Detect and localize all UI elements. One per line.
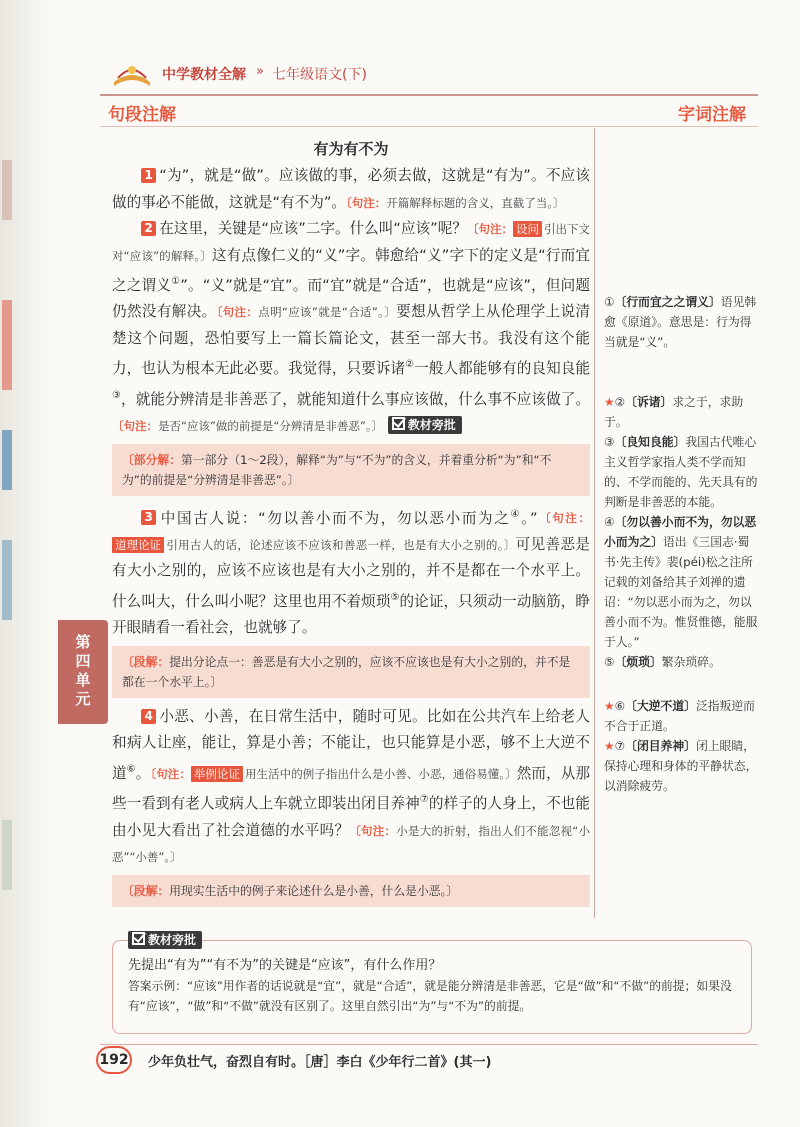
glossary-definition: 繁杂琐碎。 bbox=[661, 655, 721, 669]
essay-title: 有为有不为 bbox=[313, 140, 389, 158]
glossary-definition: 闭上眼睛，保持心理和身体的平静状态，以消除疲劳。 bbox=[604, 739, 758, 793]
page-edge bbox=[0, 0, 58, 1127]
paragraph-text: 的样子的人身上，不也能由小见大看出了社会道德的水平吗？ bbox=[112, 795, 590, 839]
paragraph-number: 1 bbox=[141, 168, 156, 183]
paragraph-3 bbox=[112, 502, 590, 642]
answer-text: “应该”用作者的话说就是“宜”，就是“合适”，就是能分辨清是非善恶，它是“做”和“不做”的前提；如果没有“应该”，“做”和“不做”就没有区别了。这里自然引出“为”与“不为”的前提。 bbox=[128, 979, 732, 1013]
note-text: 是否“应该”做的前提是“分辨清是非善恶”。〕 bbox=[158, 419, 384, 434]
glossary-item bbox=[604, 696, 760, 736]
note-label: 〔句注： bbox=[346, 195, 387, 210]
glossary-column bbox=[604, 292, 760, 796]
glossary-item bbox=[604, 432, 760, 512]
glossary-definition: 求之于，求助于。 bbox=[604, 395, 744, 429]
paragraph-number: 4 bbox=[141, 709, 156, 724]
book-title: 中学教材全解 bbox=[162, 67, 246, 83]
page-number: 192 bbox=[96, 1046, 132, 1074]
page-header bbox=[100, 58, 760, 98]
note-label: 〔句注： bbox=[466, 222, 513, 236]
glossary-number: ⑥ bbox=[614, 699, 626, 713]
glossary-number: ④ bbox=[604, 515, 615, 529]
note-text: 点明“应该”就是“合适”。〕 bbox=[258, 305, 397, 320]
section-divider bbox=[100, 126, 758, 127]
glossary-definition: 语出《三国志·蜀书·先主传》裴(péi)松之注所记载的刘备给其子刘禅的遗诏：“勿以恶小而为之，勿以善小而不为。惟贤惟德，能服于人。” bbox=[604, 535, 758, 649]
answer-label: 答案示例： bbox=[128, 979, 187, 993]
paragraph-text: 一般人都能够有的良知良能 bbox=[414, 360, 590, 378]
note-label: 〔句注： bbox=[112, 419, 158, 434]
unit-tab bbox=[58, 620, 108, 724]
note-text: 开篇解释标题的含义，直截了当。〕 bbox=[386, 195, 565, 210]
footer-divider bbox=[100, 1044, 758, 1045]
glossary-number: ⑦ bbox=[614, 739, 626, 753]
glossary-number: ⑤ bbox=[604, 655, 615, 669]
note-text: 引出下文对“应该”的解释。〕 bbox=[112, 222, 591, 263]
paragraph-1 bbox=[112, 163, 590, 216]
paragraph-text: 。” bbox=[521, 509, 538, 527]
textbook-sidenote-badge bbox=[388, 416, 462, 434]
box-label: 〔段解： bbox=[122, 883, 170, 898]
section-title-left: 句段注解 bbox=[108, 105, 176, 125]
paragraph-number: 2 bbox=[141, 221, 156, 236]
paragraph-text: “为”，就是“做”。应该做的事，必须去做，这就是“有为”。不应该做的事必不能做，这就是“有不为”。 bbox=[112, 167, 590, 211]
paragraph-text: 然而，从那些一看到有老人或病人上车就立即装出闭目养神 bbox=[112, 764, 590, 813]
paragraph-text: 在这里，关键是“应该”二字。什么叫“应该”呢？ bbox=[159, 220, 467, 237]
glossary-number: ① bbox=[604, 295, 615, 309]
glossary-definition: 语见韩愈《原道》。意思是：行为得当就是“义”。 bbox=[604, 295, 757, 349]
paragraph-analysis-box bbox=[112, 875, 590, 907]
note-text: 引用古人的话，论述应该不应该和善恶一样，也是有大小之别的。〕 bbox=[166, 537, 516, 552]
glossary-definition: 泛指叛逆而不合于正道。 bbox=[604, 699, 755, 733]
column-divider bbox=[594, 128, 595, 918]
grade-label: 七年级语文(下) bbox=[272, 67, 367, 83]
rhetoric-tag: 设问 bbox=[513, 221, 542, 237]
sidenote-question: 先提出“有为”“有不为”的关键是“应该”，有什么作用？ bbox=[128, 958, 442, 973]
glossary-item bbox=[604, 392, 760, 432]
paragraph-2 bbox=[112, 216, 590, 440]
note-label: 〔句注： bbox=[150, 766, 191, 781]
star-icon: ★ bbox=[604, 739, 615, 753]
section-title-right: 字词注解 bbox=[678, 105, 746, 125]
glossary-term: 〔行而宜之之谓义〕 bbox=[614, 295, 721, 309]
main-text bbox=[112, 138, 590, 913]
paragraph-text: ，就能分辨清是非善恶了，就能知道什么事应该做，什么事不应该做了。 bbox=[121, 390, 590, 408]
star-icon: ★ bbox=[604, 395, 615, 409]
book-logo-icon bbox=[110, 58, 154, 92]
paragraph-text: 中国古人说：“勿以善小而不为，勿以恶小而为之 bbox=[159, 509, 511, 527]
glossary-term: 〔诉诸〕 bbox=[625, 395, 673, 409]
glossary-number: ③ bbox=[604, 435, 615, 449]
paragraph-text: 可见善恶是有大小之别的，应该不应该也是有大小之别的，并不是都在一个水平上。什么叫大，什么叫小呢？这里也用不着烦琐 bbox=[112, 535, 590, 610]
box-text: 第一部分（1～2段），解释“为”与“不为”的含义，并着重分析“为”和“不为”的前提是“分辨清是非善恶”。〕 bbox=[122, 452, 552, 487]
paragraph-text: 小恶、小善，在日常生活中，随时可见。比如在公共汽车上给老人和病人让座，能让，算是小善；不能让，也只能算是小恶，够不上大逆不道 bbox=[112, 707, 590, 782]
glossary-term: 〔良知良能〕 bbox=[614, 435, 686, 449]
footnote-ref: ⑦ bbox=[419, 794, 429, 806]
sidenote-content bbox=[128, 956, 738, 1016]
paragraph-text: 。 bbox=[135, 764, 151, 782]
section-analysis-box bbox=[112, 444, 590, 496]
box-label: 〔段解： bbox=[122, 654, 170, 669]
checkbox-icon bbox=[392, 417, 405, 430]
paragraph-number: 3 bbox=[141, 510, 156, 525]
sidenote-panel-badge bbox=[128, 930, 202, 949]
unit-tab-label: 第四单元 bbox=[75, 633, 91, 708]
note-text: 小是大的折射，指出人们不能忽视“小恶”“小善”。〕 bbox=[112, 823, 590, 865]
spacer bbox=[604, 672, 760, 696]
sentence-note bbox=[346, 196, 565, 210]
star-icon: ★ bbox=[604, 699, 615, 713]
glossary-term: 〔烦琐〕 bbox=[614, 655, 662, 669]
glossary-term: 〔闭目养神〕 bbox=[625, 739, 696, 753]
footnote-ref: ⑤ bbox=[390, 591, 400, 603]
header-separator: » bbox=[256, 64, 264, 79]
glossary-item bbox=[604, 292, 760, 352]
footer-motto: 少年负壮气，奋烈自有时。［唐］李白《少年行二首》(其一) bbox=[148, 1055, 492, 1070]
sidenote-answer bbox=[128, 976, 738, 1016]
paragraph-4 bbox=[112, 704, 590, 871]
box-label: 〔部分解： bbox=[122, 452, 181, 467]
glossary-term: 〔勿以善小而不为，勿以恶小而为之〕 bbox=[604, 515, 757, 549]
badge-label: 教材旁批 bbox=[407, 418, 456, 433]
glossary-term: 〔大逆不道〕 bbox=[625, 699, 696, 713]
box-text: 提出分论点一：善恶是有大小之别的，应该不应该也是有大小之别的，并不是都在一个水平上。〕 bbox=[122, 654, 571, 689]
glossary-item bbox=[604, 652, 760, 672]
sentence-note bbox=[150, 767, 516, 781]
footnote-ref: ③ bbox=[112, 389, 122, 401]
glossary-item bbox=[604, 512, 760, 652]
paragraph-text: 这有点像仁义的“义”字。韩愈给“义”字下的定义是“行而宜之之谓义 bbox=[112, 246, 590, 294]
glossary-number: ② bbox=[614, 395, 626, 409]
textbook-sidenote-badge bbox=[128, 931, 202, 949]
sentence-note bbox=[112, 419, 383, 433]
badge-label: 教材旁批 bbox=[148, 933, 197, 947]
paragraph-text: 要想从哲学上从伦理学上说清楚这个问题，恐怕要写上一篇长篇论文，甚至一部大书。我没有这个能力，也认为根本无此必要。我觉得，只要诉诸 bbox=[112, 303, 590, 378]
paragraph-text: 的论证，只须动一动脑筋，睁开眼睛看一看社会，也就够了。 bbox=[112, 592, 590, 637]
box-text: 用现实生活中的例子来论述什么是小善，什么是小恶。〕 bbox=[169, 883, 459, 898]
footnote-ref: ① bbox=[171, 276, 181, 287]
checkbox-icon bbox=[132, 932, 145, 945]
paragraph-text: ”。“义”就是“宜”。而“宜”就是“合适”，也就是“应该”，但问题仍然没有解决。 bbox=[112, 276, 590, 321]
footnote-ref: ④ bbox=[510, 508, 522, 520]
note-text: 用生活中的例子指出什么是小善、小恶，通俗易懂。〕 bbox=[244, 766, 517, 781]
note-label: 〔句注： bbox=[537, 511, 591, 526]
argument-tag: 举例论证 bbox=[191, 766, 243, 782]
note-label: 〔句注： bbox=[349, 823, 397, 838]
footnote-ref: ⑥ bbox=[126, 763, 136, 775]
glossary-definition: 我国古代唯心主义哲学家指人类不学而知的、不学而能的、先天具有的判断是非善恶的本能。 bbox=[604, 435, 758, 509]
argument-tag: 道理论证 bbox=[112, 537, 164, 553]
paragraph-analysis-box bbox=[112, 646, 590, 698]
footnote-ref: ② bbox=[405, 359, 415, 371]
spacer bbox=[604, 352, 760, 392]
note-label: 〔句注： bbox=[216, 305, 259, 320]
header-divider bbox=[100, 94, 758, 96]
sentence-note bbox=[217, 305, 397, 319]
glossary-item bbox=[604, 736, 760, 796]
